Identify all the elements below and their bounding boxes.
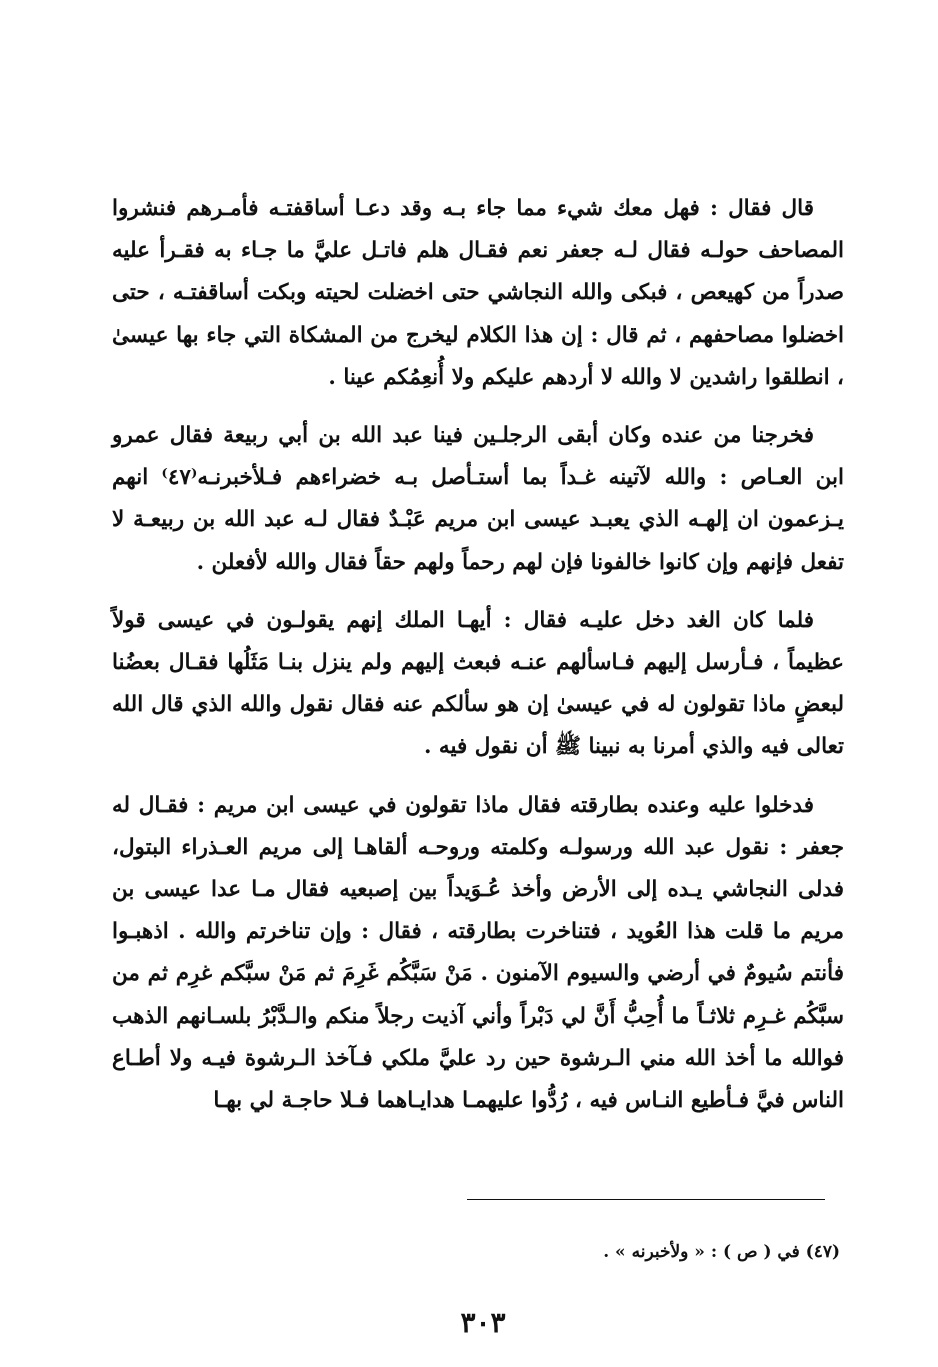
- paragraph-4: فدخلوا عليه وعنده بطارقته فقال ماذا تقولون في عيسى ابن مريم : فقـال له جعفر : نقول عبد الله ورسولـه وكلمته وروحـه ألقاهـا إلى مريم العـذراء البتول، فدلى النجاشي يـده إلى الأرض وأخذ عُـوَيداً بين إصبعيه فقال مـا عدا عيسى بن مريم ما قلت هذا العُويد ، فتناخرت بطارقته ، فقال : وإن تناخرتم والله . اذهبـوا فأنتم سُيومٌ في أرضي والسيوم الآمنون . مَنْ سَبَّكُم غَرِمَ ثم مَنْ سبَّكم غرِم ثم من سبَّكُم غـرِم ثلاثـاً ما أُحِبُّ أَنَّ لي دَبْراً وأني آذيت رجلاً منكم والـدَّبْرُ بلسـانهم الذهب فوالله ما أخذ الله مني الـرشوة حين رد عليَّ ملكي فـآخذ الـرشوة فيـه ولا أطـاع الناس فيَّ فـأطيع النـاس فيه ، رُدُّوا عليهمـا هدايـاهما فـلا حاجـة لي بهـا: [112, 792, 844, 1114]
- paragraph-1: قال فقال : فهل معك شيء مما جاء بـه وقد دعـا أساقفتـه فأمـرهم فنشروا المصاحف حولـه فقال لـه جعفر نعم فقـال هلم فاتـل عليَّ ما جـاء به فقـرأ عليه صدراً من كهيعص ، فبكى والله النجاشي حتى اخضلت لحيته وبكت أساقفتـه ، حتى اخضلوا مصاحفهم ، ثم قال : إن هذا الكلام ليخرج من المشكاة التي جاء بها عيسىٰ ، انطلقوا راشدين لا والله لا أردهم عليكم ولا أُنعِمُكم عينا .: [112, 196, 844, 390]
- page-number: ٣٠٣: [460, 1306, 506, 1339]
- main-text: [112, 188, 844, 1138]
- paragraph-2: فخرجنا من عنده وكان أبقى الرجلـين فينا عبد الله بن أبي ربيعة فقال عمرو ابن العـاص : والله لآتينه غـداً بما أستـأصل بـه خضراءهم فـلأخبرنـه⁽٤٧⁾ انهم يـزعمون ان إلهـه الذي يعبـد عيسى ابن مريم عَبْـدٌ فقال لـه عبد الله بن ربيعـة لا تفعل فإنهم وإن كانوا خالفونا فإن لهم رحماً ولهم حقاً فقال والله لأفعلن .: [112, 423, 844, 575]
- paragraph-3: فلما كان الغد دخل عليـه فقال : أيهـا الملك إنهم يقولـون في عيسى قولاً عظيماً ، فـأرسل إليهم فـاسألهم عنـه فبعث إليهم ولم ينزل بنـا مَثَلُها فقـال بعضُنا لبعضٍ ماذا تقولون له في عيسىٰ إن هو سألكم عنه فقال نقول والله الذي قال الله تعالى فيه والذي أمرنا به نبينا ﷺ أن نقول فيه .: [112, 607, 844, 760]
- footnote-divider: [467, 1199, 825, 1200]
- footnote: (٤٧) في ( ص ) : « ولأخبرنه » .: [603, 1242, 840, 1262]
